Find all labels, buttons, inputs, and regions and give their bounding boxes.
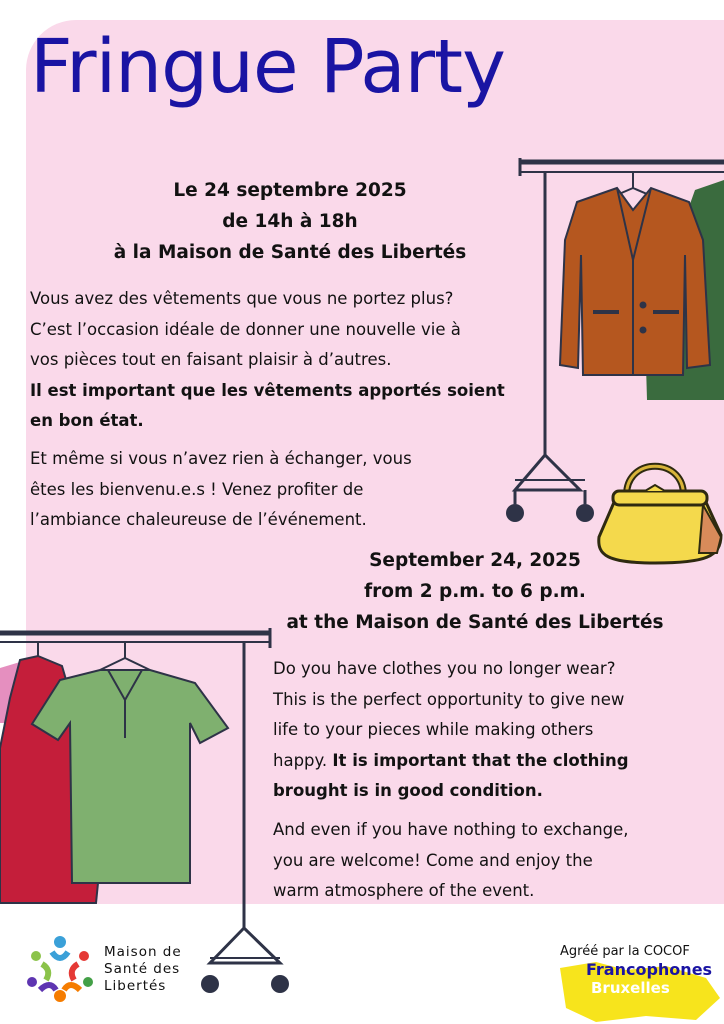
english-line-1: Do you have clothes you no longer wear? xyxy=(273,659,616,678)
english-place: at the Maison de Santé des Libertés xyxy=(286,612,664,633)
partner-name-line-2: Bruxelles xyxy=(591,979,670,997)
french-date: Le 24 septembre 2025 xyxy=(173,180,407,201)
french-event-details xyxy=(40,175,540,268)
rack-wheel-left xyxy=(201,975,219,993)
logo-line-1: Maison de xyxy=(104,944,182,960)
english-welcome-line-1: And even if you have nothing to exchange, xyxy=(273,820,629,839)
english-important-line-1: It is important that the clothing xyxy=(332,750,629,770)
french-important-line-1: Il est important que les vêtements apportés soient xyxy=(30,380,505,400)
french-welcome-line-1: Et même si vous n’avez rien à échanger, vous xyxy=(30,449,412,468)
french-line-3: vos pièces tout en faisant plaisir à d’autres. xyxy=(30,350,392,369)
brown-jacket-icon xyxy=(560,172,710,375)
rack-wheel-right xyxy=(576,504,594,522)
french-welcome-line-3: l’ambiance chaleureuse de l’événement. xyxy=(30,510,367,529)
french-time: de 14h à 18h xyxy=(222,211,358,232)
english-line-3: life to your pieces while making others xyxy=(273,720,594,739)
english-line-2: This is the perfect opportunity to give new xyxy=(273,689,625,709)
logo-line-2: Santé des xyxy=(104,961,181,977)
french-important-line-2: en bon état. xyxy=(30,411,144,430)
maison-sante-logo-text xyxy=(104,944,182,995)
english-date: September 24, 2025 xyxy=(369,550,581,571)
french-line-1: Vous avez des vêtements que vous ne portez plus? xyxy=(30,289,454,308)
english-event-details xyxy=(270,545,680,638)
english-body-text xyxy=(273,654,629,807)
poster-title: Fringue Party xyxy=(30,24,505,110)
rack-wheel-right xyxy=(271,975,289,993)
logo-line-3: Libertés xyxy=(104,978,167,994)
french-line-2: C’est l’occasion idéale de donner une nouvelle vie à xyxy=(30,319,461,339)
english-time: from 2 p.m. to 6 p.m. xyxy=(364,581,586,602)
approval-text: Agréé par la COCOF xyxy=(560,944,690,959)
english-welcome-line-3: warm atmosphere of the event. xyxy=(273,881,535,900)
english-welcome-text xyxy=(273,815,629,907)
french-place: à la Maison de Santé des Libertés xyxy=(113,242,467,263)
english-line-4: happy. xyxy=(273,750,333,770)
maison-sante-logo-icon xyxy=(22,934,98,1004)
english-welcome-line-2: you are welcome! Come and enjoy the xyxy=(273,850,593,870)
partner-name-line-1: Francophones xyxy=(586,960,713,979)
french-body-text xyxy=(30,284,505,437)
french-welcome-line-2: êtes les bienvenu.e.s ! Venez profiter de xyxy=(30,479,364,499)
french-welcome-text xyxy=(30,444,412,536)
english-important-line-2: brought is in good condition. xyxy=(273,781,543,800)
rack-wheel-left xyxy=(506,504,524,522)
